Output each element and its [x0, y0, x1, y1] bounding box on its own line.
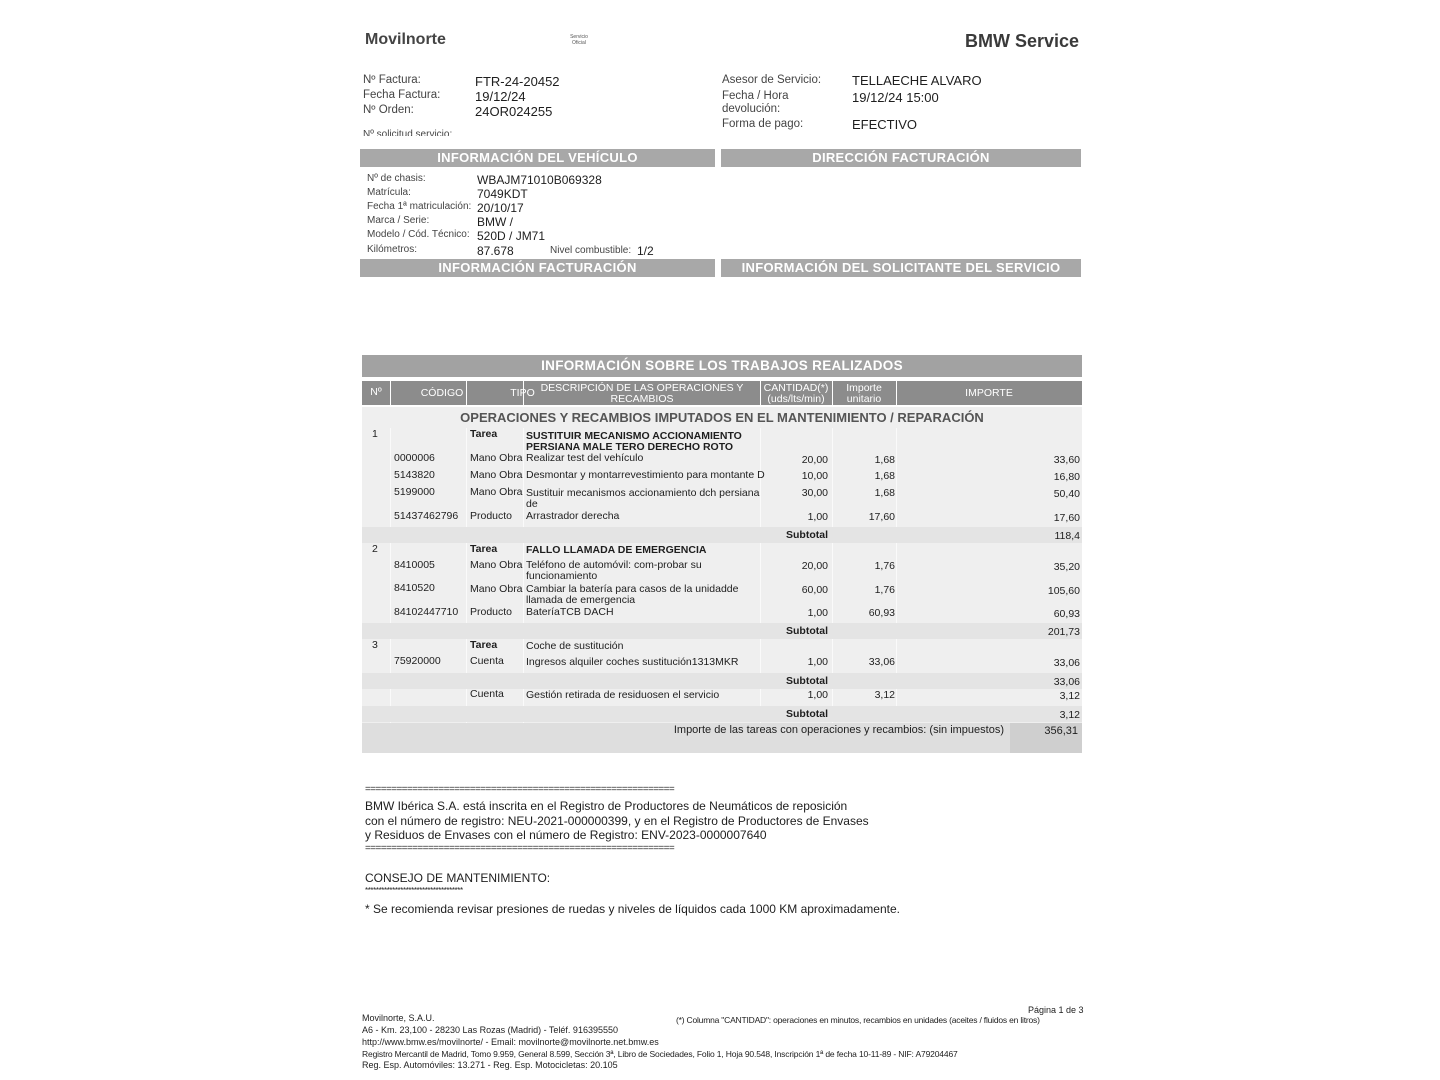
row-unit-price: 3,12: [874, 689, 895, 701]
registry-note-line: con el número de registro: NEU-2021-000000399, y en el Registro de Productores de Envases: [365, 814, 869, 828]
subtotal-label: Subtotal: [786, 675, 828, 687]
row-quantity: 1,00: [807, 607, 828, 619]
row-quantity: 1,00: [807, 689, 828, 701]
row-unit-price: 1,68: [874, 454, 895, 466]
col-codigo: CÓDIGO: [420, 387, 464, 399]
brand-title: BMW Service: [965, 31, 1080, 51]
orden-value: 24OR024255: [475, 104, 553, 119]
task-number: 3: [372, 639, 378, 651]
company-name: Movilnorte: [365, 31, 446, 48]
billing-address-header: DIRECCIÓN FACTURACIÓN: [721, 149, 1081, 167]
row-type: Mano Obra: [470, 452, 523, 464]
task-description: FALLO LLAMADA DE EMERGENCIA: [526, 544, 707, 556]
modelo-label: Modelo / Cód. Técnico:: [367, 229, 470, 240]
matricula-value: 7049KDT: [477, 187, 528, 201]
footer-address: A6 - Km. 23,100 - 28230 Las Rozas (Madrid) - Teléf. 916395550: [362, 1025, 618, 1035]
matricula-label: Matrícula:: [367, 187, 411, 198]
row-quantity: 60,00: [801, 584, 828, 596]
combustible-value: 1/2: [637, 244, 654, 258]
registry-note-line: y Residuos de Envases con el número de Registro: ENV-2023-0000007640: [365, 828, 767, 842]
footer-reg-esp: Reg. Esp. Automóviles: 13.271 - Reg. Esp. Motocicletas: 20.105: [362, 1060, 618, 1070]
row-type: Cuenta: [470, 655, 504, 667]
total-value: 356,31: [1044, 725, 1078, 737]
row-description: Gestión retirada de residuosen el servicio: [526, 689, 720, 701]
row-unit-price: 17,60: [868, 511, 895, 523]
quantity-footnote: (*) Columna "CANTIDAD": operaciones en minutos, recambios en unidades (aceites / fluidos en litros): [676, 1015, 1040, 1025]
row-unit-price: 1,68: [874, 470, 895, 482]
row-description: Desmontar y montarrevestimiento para montante D: [526, 469, 765, 481]
km-label: Kilómetros:: [367, 244, 418, 255]
row-quantity: 1,00: [807, 656, 828, 668]
col-importe: IMPORTE: [965, 387, 1013, 399]
table-body: [362, 407, 1082, 753]
maintenance-advice: * Se recomienda revisar presiones de ruedas y niveles de líquidos cada 1000 KM aproximadamente.: [365, 902, 900, 916]
row-type: Mano Obra: [470, 469, 523, 481]
col-importe-unitario: Importe: [846, 382, 882, 394]
row-amount: 3,12: [1059, 690, 1080, 702]
devolucion-label-2: devolución:: [722, 103, 781, 115]
separator-rule: ===========================================================: [365, 784, 675, 795]
row-code: 75920000: [394, 655, 441, 667]
total-value-box: [1010, 723, 1082, 753]
solicitud-label: Nº solicitud servicio:: [363, 129, 453, 136]
subtotal-label: Subtotal: [786, 625, 828, 637]
row-description: Sustituir mecanismos accionamiento dch persiana: [526, 487, 760, 499]
devolucion-value: 19/12/24 15:00: [852, 90, 939, 105]
row-code: 5143820: [394, 469, 435, 481]
footer-web-email: http://www.bmw.es/movilnorte/ - Email: movilnorte@movilnorte.net.bmw.es: [362, 1037, 659, 1047]
row-quantity: 10,00: [801, 470, 828, 482]
row-type: Mano Obra: [470, 559, 523, 571]
group-title: OPERACIONES Y RECAMBIOS IMPUTADOS EN EL MANTENIMIENTO / REPARACIÓN: [460, 410, 984, 425]
maintenance-stars: ************************************: [365, 886, 463, 895]
subtotal-value: 33,06: [1053, 676, 1080, 688]
works-header: INFORMACIÓN SOBRE LOS TRABAJOS REALIZADOS: [362, 355, 1082, 377]
row-code: 0000006: [394, 452, 435, 464]
footer-registry: Registro Mercantil de Madrid, Tomo 9.959, General 8.599, Sección 3ª, Libro de Sociedades, Folio 1, Hoja 90.548, Inscripción 1ª de fecha 10-11-89 - NIF: A79204467: [362, 1049, 958, 1059]
subtotal-row: [362, 623, 1082, 639]
row-amount: 33,06: [1053, 657, 1080, 669]
chasis-value: WBAJM71010B069328: [477, 173, 602, 187]
row-quantity: 20,00: [801, 560, 828, 572]
row-unit-price: 1,76: [874, 584, 895, 596]
task-type: Tarea: [470, 428, 498, 440]
subtotal-value: 118,4: [1054, 530, 1080, 542]
asesor-label: Asesor de Servicio:: [722, 74, 822, 86]
devolucion-label: Fecha / Hora: [722, 90, 789, 102]
row-amount: 35,20: [1053, 561, 1080, 573]
row-amount: 17,60: [1053, 512, 1080, 524]
combustible-label: Nivel combustible:: [550, 245, 632, 256]
page-number: Página 1 de 3: [1028, 1005, 1084, 1015]
total-row: [362, 723, 1082, 753]
col-cantidad: CANTIDAD(*): [763, 382, 829, 394]
factura-label: Nº Factura:: [363, 74, 421, 86]
row-amount: 105,60: [1047, 585, 1080, 597]
billing-info-header: INFORMACIÓN FACTURACIÓN: [360, 259, 715, 277]
row-amount: 60,93: [1053, 608, 1080, 620]
fecha-factura-value: 19/12/24: [475, 89, 526, 104]
row-type: Producto: [470, 606, 513, 618]
subtotal-label: Subtotal: [786, 708, 828, 720]
col-cantidad-2: (uds/lts/min): [767, 393, 825, 405]
task-type: Tarea: [470, 543, 498, 555]
maintenance-title: CONSEJO DE MANTENIMIENTO:: [365, 871, 551, 885]
km-value: 87.678: [477, 244, 514, 258]
row-code: 8410520: [394, 582, 435, 594]
row-quantity: 30,00: [801, 487, 828, 499]
row-unit-price: 1,76: [874, 560, 895, 572]
subtotal-value: 201,73: [1047, 626, 1080, 638]
total-label: Importe de las tareas con operaciones y recambios: (sin impuestos): [673, 724, 1004, 736]
official-stamp: Servicio Oficial: [570, 34, 588, 46]
row-type: Producto: [470, 510, 513, 522]
subtotal-row: [362, 527, 1082, 543]
col-tipo: TIPO: [510, 387, 535, 399]
pago-label: Forma de pago:: [722, 118, 804, 130]
subtotal-value: 3,12: [1059, 709, 1080, 721]
subtotal-row: [362, 673, 1082, 689]
registry-note-line: BMW Ibérica S.A. está inscrita en el Registro de Productores de Neumáticos de reposición: [365, 799, 848, 813]
row-description: Teléfono de automóvil: com-probar su: [526, 559, 702, 571]
row-unit-price: 1,68: [874, 487, 895, 499]
row-quantity: 1,00: [807, 511, 828, 523]
row-amount: 33,60: [1053, 454, 1080, 466]
task-description-2: PERSIANA MALE TERO DERECHO ROTO: [526, 441, 734, 453]
row-code: 8410005: [394, 559, 435, 571]
row-description: Ingresos alquiler coches sustitución1313MKR: [526, 656, 739, 668]
fecha-mat-value: 20/10/17: [477, 201, 524, 215]
subtotal-row: [362, 706, 1082, 722]
orden-label: Nº Orden:: [363, 104, 414, 116]
marca-value: BMW /: [477, 215, 513, 229]
row-description-2: llamada de emergencia: [526, 594, 636, 606]
row-description: Cambiar la batería para casos de la unidadde: [526, 583, 739, 595]
separator-rule: ===========================================================: [365, 843, 675, 854]
row-amount: 16,80: [1053, 471, 1080, 483]
col-n: Nº: [370, 386, 382, 398]
row-code: 51437462796: [394, 510, 459, 522]
row-description: Arrastrador derecha: [526, 510, 620, 522]
task-description: Coche de sustitución: [526, 640, 624, 652]
task-number: 1: [372, 428, 378, 440]
modelo-value: 520D / JM71: [477, 229, 546, 243]
task-description: SUSTITUIR MECANISMO ACCIONAMIENTO: [526, 430, 742, 442]
row-description: Realizar test del vehículo: [526, 452, 644, 464]
col-importe-unitario-2: unitario: [846, 393, 882, 405]
row-type: Mano Obra: [470, 486, 523, 498]
pago-value: EFECTIVO: [852, 117, 918, 132]
works-table: [362, 381, 1082, 753]
row-description-2: de: [526, 498, 538, 510]
marca-label: Marca / Serie:: [367, 215, 430, 226]
footer-company: Movilnorte, S.A.U.: [362, 1013, 435, 1023]
chasis-label: Nº de chasis:: [367, 173, 426, 184]
col-descripcion-2: RECAMBIOS: [610, 393, 674, 405]
row-amount: 50,40: [1053, 488, 1080, 500]
factura-value: FTR-24-20452: [475, 74, 560, 89]
row-type: Mano Obra: [470, 583, 523, 595]
fecha-mat-label: Fecha 1ª matriculación:: [367, 201, 472, 212]
row-description-2: funcionamiento: [526, 570, 598, 582]
row-unit-price: 33,06: [868, 656, 895, 668]
row-type: Cuenta: [470, 688, 504, 700]
row-description: BateríaTCB DACH: [526, 606, 614, 618]
requester-info-header: INFORMACIÓN DEL SOLICITANTE DEL SERVICIO: [721, 259, 1081, 277]
asesor-value: TELLAECHE ALVARO: [852, 73, 982, 88]
row-unit-price: 60,93: [868, 607, 895, 619]
row-code: 84102447710: [394, 606, 459, 618]
subtotal-label: Subtotal: [786, 529, 828, 541]
task-number: 2: [372, 543, 378, 555]
col-descripcion: DESCRIPCIÓN DE LAS OPERACIONES Y: [540, 382, 744, 394]
fecha-factura-label: Fecha Factura:: [363, 89, 441, 101]
table-header-row: [362, 381, 1082, 405]
row-quantity: 20,00: [801, 454, 828, 466]
task-type: Tarea: [470, 639, 498, 651]
row-code: 5199000: [394, 486, 435, 498]
vehicle-info-header: INFORMACIÓN DEL VEHÍCULO: [360, 149, 715, 167]
